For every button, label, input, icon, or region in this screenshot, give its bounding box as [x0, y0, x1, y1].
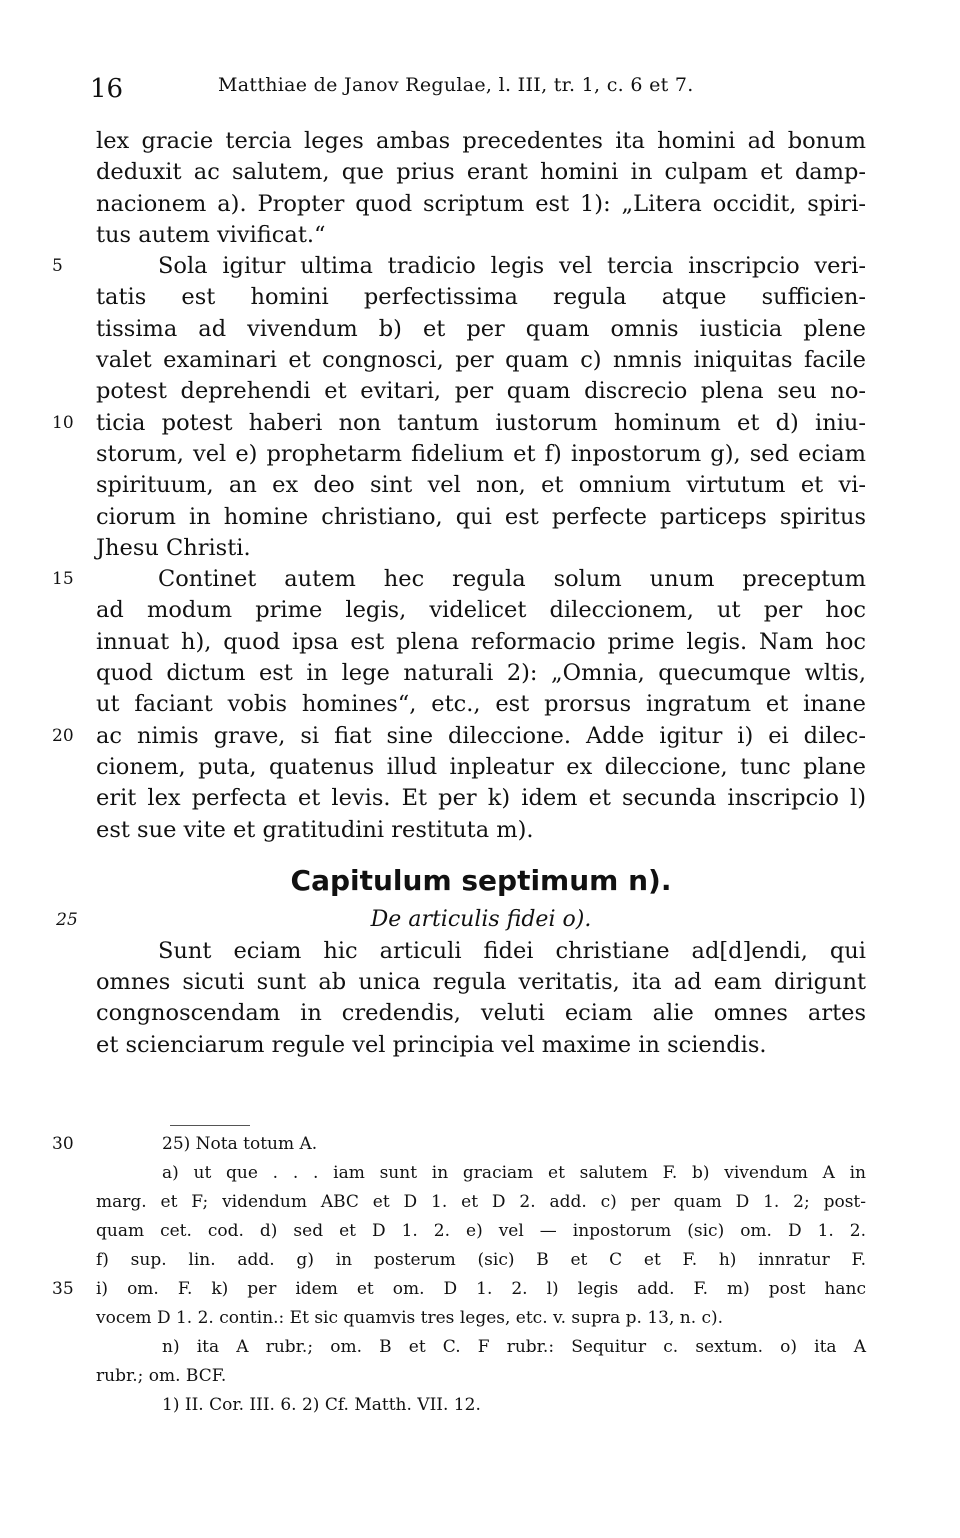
- text-line: [96, 658, 866, 689]
- text-line: [96, 998, 866, 1029]
- chapter-paragraph: [96, 936, 866, 1061]
- chapter-heading: Capitulum septimum n).: [290, 863, 672, 897]
- line-text: ut faciant vobis homines“, etc., est prorsus ingratum et inane: [96, 691, 866, 718]
- text-line: [96, 1362, 866, 1391]
- line-text: tatis est homini perfectissima regula atque sufficien-: [96, 284, 866, 311]
- running-head: Matthiae de Janov Regulae, l. III, tr. 1, c. 6 et 7.: [218, 74, 694, 96]
- text-line: [96, 1159, 866, 1188]
- line-text: Sola igitur ultima tradicio legis vel tercia inscripcio veri-: [158, 253, 866, 280]
- line-text: innuat h), quod ipsa est plena reformacio prime legis. Nam hoc: [96, 628, 866, 655]
- text-line: [96, 815, 866, 846]
- line-number: 15: [52, 569, 74, 590]
- text-line: [96, 1030, 866, 1061]
- chapter-subheading-row: [56, 904, 866, 936]
- line-text: ac nimis grave, si fiat sine dileccione. Adde igitur i) ei dilec-: [96, 722, 866, 749]
- text-line: [96, 126, 866, 157]
- line-text: erit lex perfecta et levis. Et per k) idem et secunda inscripcio l): [96, 785, 866, 812]
- line-number: 5: [52, 256, 63, 277]
- line-text: congnoscendam in credendis, veluti eciam alie omnes artes: [96, 1000, 866, 1027]
- line-text: ad modum prime legis, videlicet dileccionem, ut per hoc: [96, 597, 866, 624]
- text-line: [52, 564, 866, 595]
- line-text: vocem D 1. 2. contin.: Et sic quamvis tres leges, etc. v. supra p. 13, n. c).: [96, 1308, 724, 1328]
- text-line: [96, 220, 866, 251]
- line-text: omnes sicuti sunt ab unica regula veritatis, ita ad eam dirigunt: [96, 969, 866, 996]
- text-line: [52, 408, 866, 439]
- chapter-subheading: De articulis fidei o).: [370, 906, 592, 932]
- footnotes: [52, 1130, 866, 1420]
- line-text: potest deprehendi et evitari, per quam discrecio plena seu no-: [96, 378, 866, 405]
- page-header: [0, 66, 960, 106]
- text-line: [96, 314, 866, 345]
- main-text: [52, 126, 866, 1061]
- text-line: [96, 1246, 866, 1275]
- text-line: [96, 1304, 866, 1333]
- line-text: ticia potest haberi non tantum iustorum hominum et d) iniu-: [96, 409, 866, 436]
- line-text: est sue vite et gratitudini restituta m).: [96, 816, 534, 843]
- text-line: [52, 1275, 866, 1304]
- line-text: ciorum in homine christiano, qui est perfecte particeps spiritus: [96, 503, 866, 530]
- line-text: 1) II. Cor. III. 6. 2) Cf. Matth. VII. 12.: [162, 1395, 481, 1415]
- line-number: 30: [52, 1134, 74, 1154]
- line-text: storum, vel e) prophetarm fidelium et f) inpostorum g), sed eciam: [96, 440, 866, 467]
- text-line: [96, 595, 866, 626]
- line-text: tus autem vivificat.“: [96, 221, 326, 248]
- text-line: [52, 251, 866, 282]
- line-number: 20: [52, 725, 74, 746]
- line-text: tissima ad vivendum b) et per quam omnis iusticia plene: [96, 315, 866, 342]
- line-text: 25) Nota totum A.: [162, 1134, 318, 1154]
- line-text: marg. et F; videndum ABC et D 1. et D 2. add. c) per quam D 1. 2; post-: [96, 1192, 866, 1212]
- text-line: [96, 470, 866, 501]
- text-line: [96, 1217, 866, 1246]
- line-number: 10: [52, 412, 74, 433]
- text-line: [96, 967, 866, 998]
- text-line: [96, 627, 866, 658]
- line-text: quod dictum est in lege naturali 2): „Omnia, quecumque wltis,: [96, 660, 866, 687]
- line-text: deduxit ac salutem, que prius erant homini in culpam et damp-: [96, 159, 866, 186]
- line-text: i) om. F. k) per idem et om. D 1. 2. l) legis add. F. m) post hanc: [96, 1279, 866, 1299]
- line-text: spirituum, an ex deo sint vel non, et omnium virtutum et vi-: [96, 472, 866, 499]
- line-text: Jhesu Christi.: [96, 534, 251, 561]
- line-text: quam cet. cod. d) sed et D 1. 2. e) vel — inpostorum (sic) om. D 1. 2.: [96, 1221, 866, 1241]
- text-line: [96, 936, 866, 967]
- text-line: [96, 376, 866, 407]
- text-line: [96, 439, 866, 470]
- text-line: [96, 752, 866, 783]
- text-line: [96, 282, 866, 313]
- line-text: Sunt eciam hic articuli fidei christiane ad[d]endi, qui: [158, 937, 866, 964]
- text-line: [52, 721, 866, 752]
- text-line: [96, 502, 866, 533]
- line-text: Continet autem hec regula solum unum preceptum: [158, 566, 866, 593]
- line-text: n) ita A rubr.; om. B et C. F rubr.: Sequitur c. sextum. o) ita A: [162, 1337, 866, 1357]
- text-line: [96, 189, 866, 220]
- text-line: [96, 689, 866, 720]
- page-number: 16: [90, 74, 124, 104]
- line-number: 25: [56, 909, 78, 930]
- line-text: f) sup. lin. add. g) in posterum (sic) B et C et F. h) innratur F.: [96, 1250, 866, 1270]
- text-line: [96, 1333, 866, 1362]
- line-text: a) ut que . . . iam sunt in graciam et salutem F. b) vivendum A in: [162, 1163, 866, 1183]
- text-line: [96, 157, 866, 188]
- text-line: [96, 783, 866, 814]
- line-text: cionem, puta, quatenus illud inpleatur ex dileccione, tunc plane: [96, 753, 866, 780]
- line-number: 35: [52, 1279, 74, 1299]
- line-text: valet examinari et congnosci, per quam c) nmnis iniquitas facile: [96, 347, 866, 374]
- text-line: [96, 533, 866, 564]
- line-text: et scienciarum regule vel principia vel maxime in sciendis.: [96, 1031, 767, 1058]
- footnote-rule: [170, 1125, 250, 1126]
- text-line: [96, 1391, 866, 1420]
- text-line: [52, 1130, 866, 1159]
- line-text: lex gracie tercia leges ambas precedentes ita homini ad bonum: [96, 128, 866, 154]
- main-paragraphs: [52, 126, 866, 846]
- line-text: nacionem a). Propter quod scriptum est 1): „Litera occidit, spiri-: [96, 190, 866, 217]
- text-line: [96, 1188, 866, 1217]
- line-text: rubr.; om. BCF.: [96, 1366, 227, 1386]
- text-line: [96, 345, 866, 376]
